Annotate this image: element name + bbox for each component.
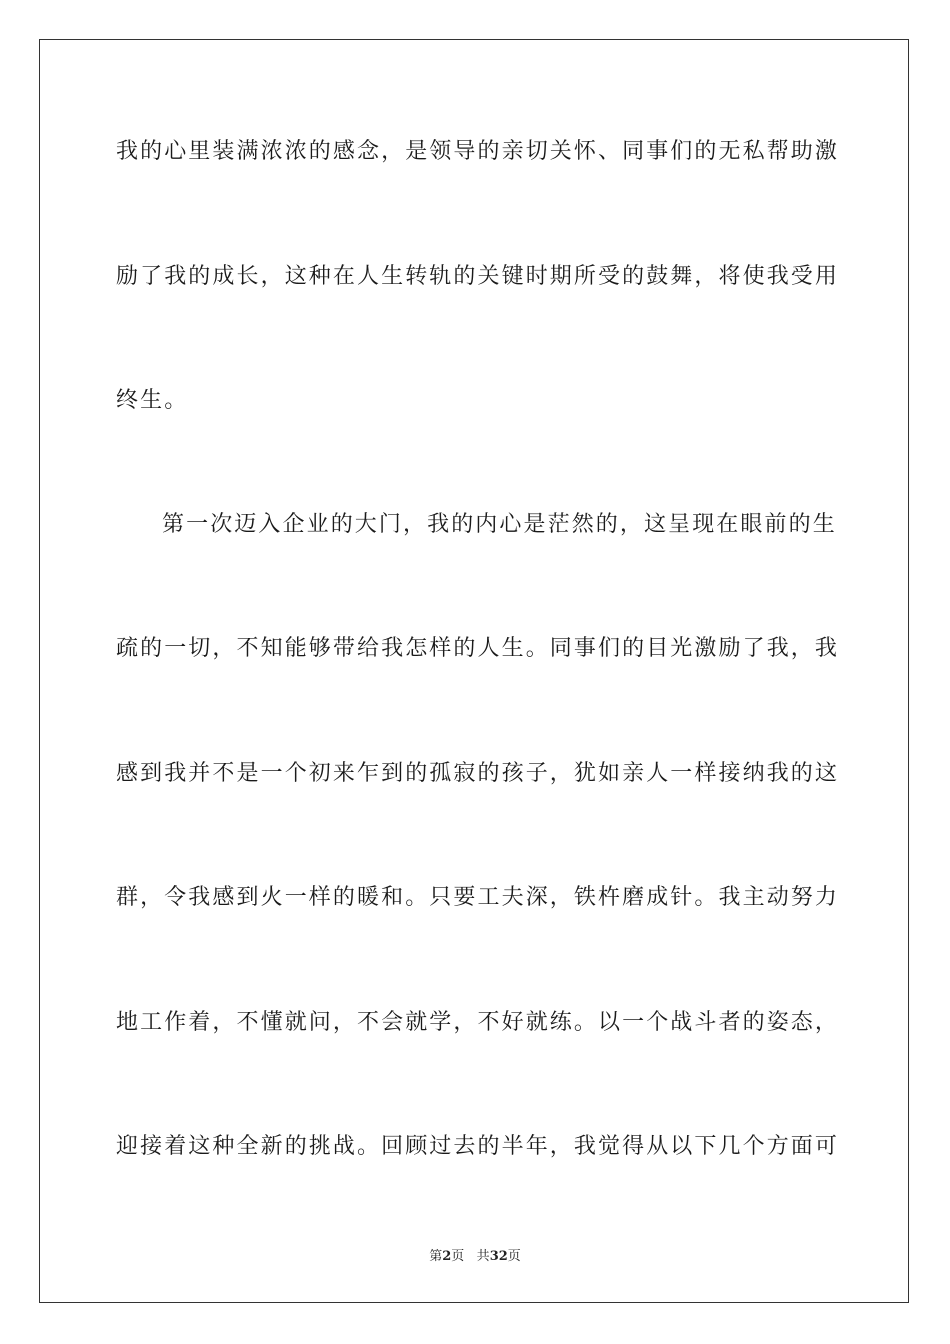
- page-number: 2: [442, 1249, 452, 1264]
- page-suffix: 页: [451, 1249, 465, 1264]
- body-text-line: 地工作着，不懂就问，不会就学，不好就练。以一个战斗者的姿态，: [116, 1010, 840, 1035]
- total-pages: 32: [489, 1249, 508, 1264]
- body-text-line: 励了我的成长，这种在人生转轨的关键时期所受的鼓舞，将使我受用: [116, 264, 840, 289]
- page-border: [39, 39, 909, 1303]
- body-text-line: 群，令我感到火一样的暖和。只要工夫深，铁杵磨成针。我主动努力: [116, 885, 840, 910]
- body-text-line: 疏的一切，不知能够带给我怎样的人生。同事们的目光激励了我，我: [116, 636, 840, 661]
- total-suffix: 页: [507, 1249, 521, 1264]
- body-text-line: 感到我并不是一个初来乍到的孤寂的孩子，犹如亲人一样接纳我的这: [116, 761, 840, 786]
- total-prefix: 共: [476, 1249, 490, 1264]
- body-text-line: 迎接着这种全新的挑战。回顾过去的半年，我觉得从以下几个方面可: [116, 1134, 840, 1159]
- body-text-line: 终生。: [116, 388, 189, 413]
- page-prefix: 第: [429, 1249, 443, 1264]
- body-text-line: 我的心里装满浓浓的感念，是领导的亲切关怀、同事们的无私帮助激: [116, 139, 840, 164]
- paragraph-first-line: 第一次迈入企业的大门，我的内心是茫然的，这呈现在眼前的生: [162, 512, 837, 537]
- page-footer: [0, 1248, 950, 1266]
